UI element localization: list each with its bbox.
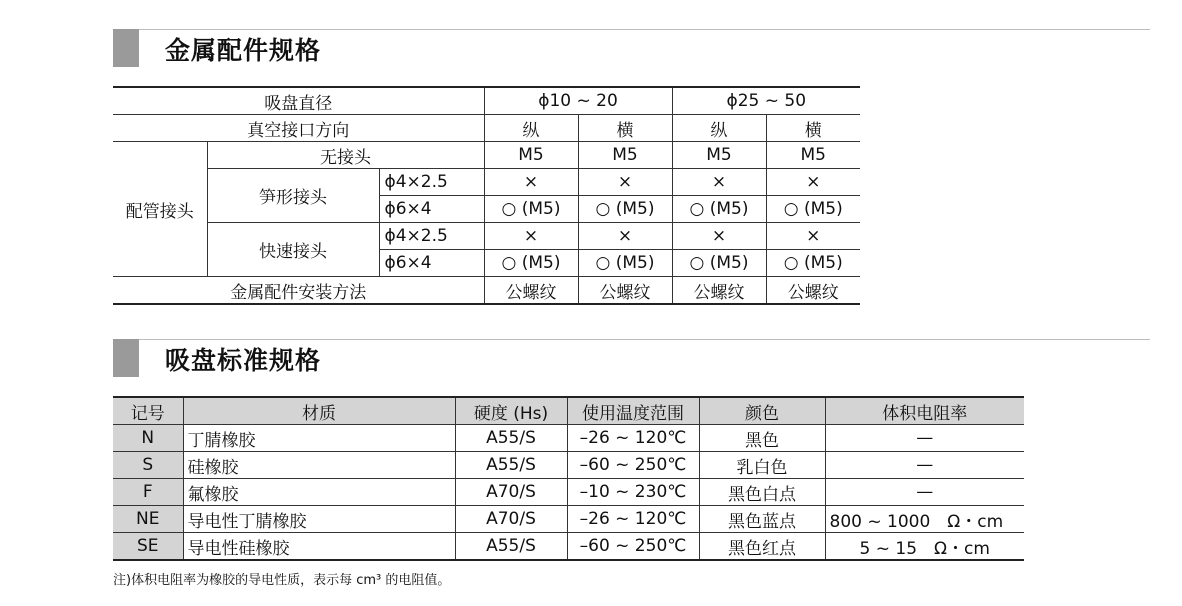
code-cell: SE — [113, 533, 183, 561]
table-cell: 公螺纹 — [766, 277, 860, 305]
code-cell: S — [113, 452, 183, 479]
temp-cell: –60 ~ 250℃ — [567, 452, 699, 479]
barb-label: 笋形接头 — [207, 169, 379, 223]
size-cell: ϕ6×4 — [379, 250, 484, 277]
material-cell: 硅橡胶 — [183, 452, 455, 479]
table-row — [113, 115, 860, 142]
direction-label: 真空接口方向 — [113, 115, 484, 142]
resistivity-cell: — — [825, 425, 1024, 452]
table-cell: ○ (M5) — [766, 196, 860, 223]
diameter-small: ϕ10 ~ 20 — [484, 87, 672, 115]
section-title-pads: 吸盘标准规格 — [165, 346, 322, 375]
no-fitting-label: 无接头 — [207, 142, 484, 169]
code-cell: N — [113, 425, 183, 452]
hardness-cell: A55/S — [455, 533, 567, 561]
column-header: 体积电阻率 — [825, 397, 1024, 425]
table-cell: × — [766, 223, 860, 250]
diameter-large: ϕ25 ~ 50 — [672, 87, 860, 115]
table-cell: M5 — [766, 142, 860, 169]
table-row — [113, 425, 1024, 452]
table-cell: ○ (M5) — [578, 250, 672, 277]
direction-cell: 横 — [578, 115, 672, 142]
table-cell: M5 — [578, 142, 672, 169]
table-row — [113, 479, 1024, 506]
temp-cell: –26 ~ 120℃ — [567, 425, 699, 452]
table-row — [113, 169, 860, 196]
table-cell: × — [484, 223, 578, 250]
table-row — [113, 223, 860, 250]
resistivity-cell: 800 ~ 1000 Ω・cm — [825, 506, 1024, 533]
table-row — [113, 277, 860, 305]
temp-cell: –10 ~ 230℃ — [567, 479, 699, 506]
table-cell: 公螺纹 — [578, 277, 672, 305]
section-marker — [113, 339, 139, 377]
size-cell: ϕ4×2.5 — [379, 223, 484, 250]
table-cell: ○ (M5) — [484, 250, 578, 277]
table-cell: × — [484, 169, 578, 196]
table-cell: × — [578, 169, 672, 196]
table-row — [113, 142, 860, 169]
material-cell: 丁腈橡胶 — [183, 425, 455, 452]
section-rule — [113, 29, 1150, 30]
resistivity-cell: — — [825, 479, 1024, 506]
hardness-cell: A55/S — [455, 425, 567, 452]
table-cell: × — [672, 169, 766, 196]
color-cell: 黑色蓝点 — [699, 506, 825, 533]
table-row — [113, 452, 1024, 479]
code-cell: F — [113, 479, 183, 506]
table-cell: M5 — [672, 142, 766, 169]
piping-label: 配管接头 — [113, 142, 207, 277]
hardness-cell: A70/S — [455, 479, 567, 506]
footnote: 注)体积电阻率为橡胶的导电性质，表示每 cm³ 的电阻值。 — [113, 573, 451, 588]
diameter-label: 吸盘直径 — [113, 87, 484, 115]
section-marker — [113, 29, 139, 67]
table-cell: × — [766, 169, 860, 196]
table-row — [113, 87, 860, 115]
table-cell: 公螺纹 — [484, 277, 578, 305]
code-cell: NE — [113, 506, 183, 533]
resistivity-cell: 5 ~ 15 Ω・cm — [825, 533, 1024, 561]
color-cell: 黑色白点 — [699, 479, 825, 506]
color-cell: 黑色红点 — [699, 533, 825, 561]
column-header: 记号 — [113, 397, 183, 425]
table-cell: ○ (M5) — [578, 196, 672, 223]
table-cell: × — [578, 223, 672, 250]
material-cell: 导电性硅橡胶 — [183, 533, 455, 561]
table-cell: ○ (M5) — [672, 250, 766, 277]
column-header: 材质 — [183, 397, 455, 425]
table-row — [113, 506, 1024, 533]
column-header: 使用温度范围 — [567, 397, 699, 425]
table-row — [113, 533, 1024, 561]
color-cell: 黑色 — [699, 425, 825, 452]
direction-cell: 横 — [766, 115, 860, 142]
section-rule — [113, 339, 1150, 340]
material-cell: 导电性丁腈橡胶 — [183, 506, 455, 533]
column-header: 硬度 (Hs) — [455, 397, 567, 425]
mounting-label: 金属配件安装方法 — [113, 277, 484, 305]
hardness-cell: A70/S — [455, 506, 567, 533]
size-cell: ϕ4×2.5 — [379, 169, 484, 196]
table-cell: ○ (M5) — [484, 196, 578, 223]
table-cell: ○ (M5) — [672, 196, 766, 223]
table-cell: ○ (M5) — [766, 250, 860, 277]
pad-spec-table — [113, 396, 1024, 561]
temp-cell: –60 ~ 250℃ — [567, 533, 699, 561]
direction-cell: 纵 — [672, 115, 766, 142]
column-header: 颜色 — [699, 397, 825, 425]
table-cell: M5 — [484, 142, 578, 169]
color-cell: 乳白色 — [699, 452, 825, 479]
quick-label: 快速接头 — [207, 223, 379, 277]
resistivity-cell: — — [825, 452, 1024, 479]
temp-cell: –26 ~ 120℃ — [567, 506, 699, 533]
fittings-spec-table — [113, 86, 860, 305]
direction-cell: 纵 — [484, 115, 578, 142]
hardness-cell: A55/S — [455, 452, 567, 479]
table-cell: × — [672, 223, 766, 250]
size-cell: ϕ6×4 — [379, 196, 484, 223]
table-cell: 公螺纹 — [672, 277, 766, 305]
table-header-row — [113, 397, 1024, 425]
material-cell: 氟橡胶 — [183, 479, 455, 506]
section-title-fittings: 金属配件规格 — [165, 36, 322, 65]
